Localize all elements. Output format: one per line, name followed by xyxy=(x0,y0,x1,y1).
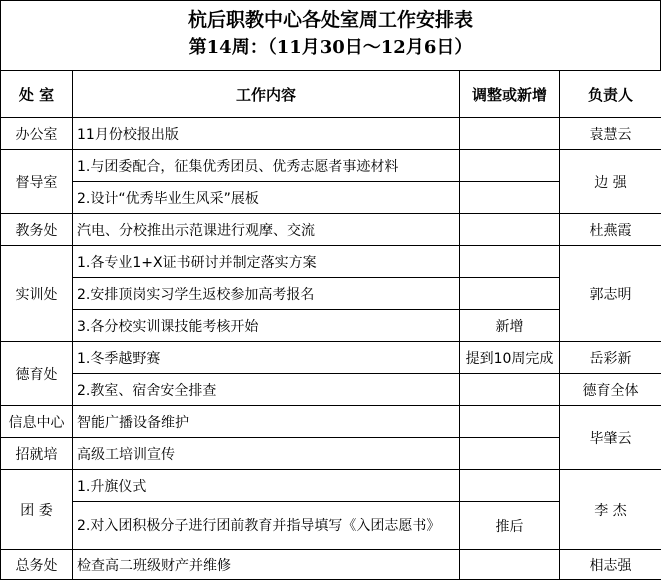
table-row xyxy=(1,118,661,150)
document-title: 杭后职教中心各处室周工作安排表 xyxy=(1,7,660,33)
content-cell: 1.各专业1+X证书研讨并制定落实方案 xyxy=(73,246,460,278)
content-cell: 11月份校报出版 xyxy=(73,118,460,150)
adjust-cell: 提到10周完成 xyxy=(460,342,560,374)
dept-cell: 督导室 xyxy=(1,150,73,214)
table-row xyxy=(1,214,661,246)
owner-cell: 李 杰 xyxy=(560,470,661,550)
content-cell: 2.对入团积极分子进行团前教育并指导填写《入团志愿书》 xyxy=(73,502,460,550)
header-owner: 负责人 xyxy=(560,71,661,118)
adjust-cell xyxy=(460,406,560,438)
header-dept: 处 室 xyxy=(1,71,73,118)
adjust-cell xyxy=(460,118,560,150)
table-row xyxy=(1,550,661,580)
adjust-cell xyxy=(460,374,560,406)
dept-cell: 招就培 xyxy=(1,438,73,470)
week-subtitle: 第14周：（11月30日～12月6日） xyxy=(1,35,660,61)
content-cell: 2.安排顶岗实习学生返校参加高考报名 xyxy=(73,278,460,310)
adjust-cell xyxy=(460,470,560,502)
header-row xyxy=(1,71,661,118)
adjust-cell xyxy=(460,550,560,580)
adjust-cell xyxy=(460,438,560,470)
dept-cell: 教务处 xyxy=(1,214,73,246)
header-content: 工作内容 xyxy=(73,71,460,118)
content-cell: 智能广播设备维护 xyxy=(73,406,460,438)
owner-cell: 德育全体 xyxy=(560,374,661,406)
dept-cell: 办公室 xyxy=(1,118,73,150)
dept-cell: 德育处 xyxy=(1,342,73,406)
title-block xyxy=(0,0,661,71)
table-row xyxy=(1,246,661,278)
content-cell: 高级工培训宣传 xyxy=(73,438,460,470)
dept-cell: 信息中心 xyxy=(1,406,73,438)
owner-cell: 相志强 xyxy=(560,550,661,580)
content-cell: 汽电、分校推出示范课进行观摩、交流 xyxy=(73,214,460,246)
header-adjust: 调整或新增 xyxy=(460,71,560,118)
table-row xyxy=(1,150,661,182)
schedule-table xyxy=(0,70,661,580)
content-cell: 1.与团委配合，征集优秀团员、优秀志愿者事迹材料 xyxy=(73,150,460,182)
adjust-cell xyxy=(460,278,560,310)
content-cell: 2.教室、宿舍安全排查 xyxy=(73,374,460,406)
table-row xyxy=(1,470,661,502)
adjust-cell xyxy=(460,246,560,278)
dept-cell: 总务处 xyxy=(1,550,73,580)
content-cell: 1.冬季越野赛 xyxy=(73,342,460,374)
owner-cell: 杜燕霞 xyxy=(560,214,661,246)
dept-cell: 团 委 xyxy=(1,470,73,550)
adjust-cell xyxy=(460,150,560,182)
adjust-cell xyxy=(460,182,560,214)
content-cell: 3.各分校实训课技能考核开始 xyxy=(73,310,460,342)
adjust-cell: 推后 xyxy=(460,502,560,550)
owner-cell: 郭志明 xyxy=(560,246,661,342)
owner-cell: 袁慧云 xyxy=(560,118,661,150)
content-cell: 2.设计“优秀毕业生风采”展板 xyxy=(73,182,460,214)
table-row xyxy=(1,374,661,406)
adjust-cell xyxy=(460,214,560,246)
owner-cell: 岳彩新 xyxy=(560,342,661,374)
table-row xyxy=(1,406,661,438)
owner-cell: 边 强 xyxy=(560,150,661,214)
content-cell: 1.升旗仪式 xyxy=(73,470,460,502)
adjust-cell: 新增 xyxy=(460,310,560,342)
dept-cell: 实训处 xyxy=(1,246,73,342)
content-cell: 检查高二班级财产并维修 xyxy=(73,550,460,580)
owner-cell: 毕肇云 xyxy=(560,406,661,470)
table-row xyxy=(1,342,661,374)
